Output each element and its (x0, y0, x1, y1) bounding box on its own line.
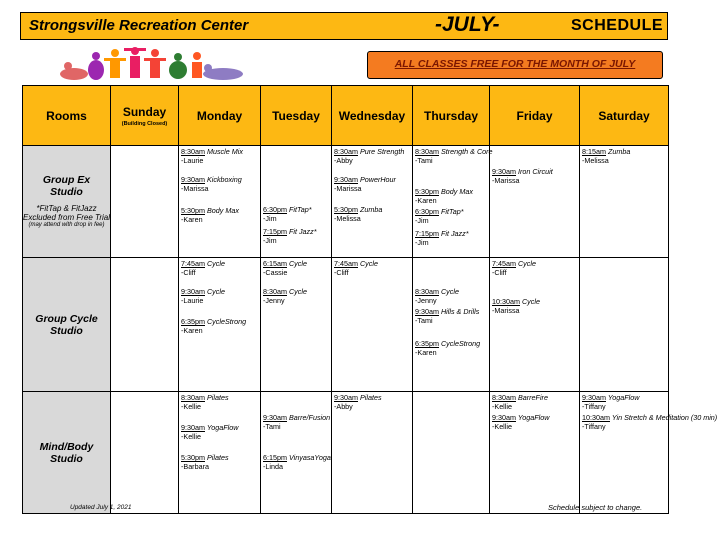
class-time: 6:30pm (415, 207, 439, 216)
col-header-tuesday: Tuesday (261, 86, 332, 146)
class-time: 7:15pm (415, 229, 439, 238)
class-time: 8:30am (415, 147, 439, 156)
class-time: 5:30pm (334, 205, 358, 214)
cell-cy-wed (332, 258, 413, 392)
class-time: 6:15pm (263, 453, 287, 462)
col-header-thursday: Thursday (413, 86, 490, 146)
class-entry (415, 308, 479, 325)
class-instructor: -Barbara (181, 461, 209, 471)
class-entry (181, 424, 238, 441)
room-group-ex: Group Ex Studio *FitTap & FitJazz Excluded from Free Trial (may attend with drop in fee) (23, 146, 111, 258)
class-time: 10:30am (582, 413, 610, 422)
class-time: 5:30pm (415, 187, 439, 196)
class-name: Body Max (438, 187, 473, 196)
class-instructor: -Kellie (492, 401, 512, 411)
class-time: 9:30am (415, 307, 439, 316)
cell-mb-tue (261, 392, 332, 514)
class-time: 7:45am (334, 259, 358, 268)
class-instructor: -Marissa (492, 305, 520, 315)
class-time: 8:30am (415, 287, 439, 296)
month-title: -JULY- (435, 13, 500, 36)
cell-ex-sat (580, 146, 669, 258)
title-bar (20, 12, 668, 40)
class-instructor: -Tami (415, 155, 433, 165)
class-name: BarreFire (515, 393, 548, 402)
class-name: Pilates (204, 453, 229, 462)
class-name: Pilates (357, 393, 382, 402)
room-mind-body: Mind/Body Studio (23, 392, 111, 514)
cell-cy-sun (111, 258, 179, 392)
class-name: Cycle (519, 297, 540, 306)
class-time: 7:45am (492, 259, 516, 268)
class-instructor: -Cliff (334, 267, 349, 277)
class-name: Fit Jazz* (438, 229, 469, 238)
class-name: YogaFlow (204, 423, 239, 432)
cell-mb-sun (111, 392, 179, 514)
class-time: 9:30am (492, 167, 516, 176)
cell-mb-fri (490, 392, 580, 514)
class-instructor: -Kellie (181, 401, 201, 411)
class-entry (415, 230, 469, 247)
class-name: Cycle (204, 287, 225, 296)
class-time: 10:30am (492, 297, 520, 306)
exercise-figures-logo (58, 44, 248, 82)
class-instructor: -Karen (181, 214, 203, 224)
class-time: 8:15am (582, 147, 606, 156)
class-name: YogaFlow (605, 393, 640, 402)
class-time: 5:30pm (181, 453, 205, 462)
cell-mb-thu (413, 392, 490, 514)
class-instructor: -Jim (415, 215, 429, 225)
class-instructor: -Jim (263, 213, 277, 223)
class-name: Zumba (605, 147, 631, 156)
class-entry (334, 148, 404, 165)
class-name: FitTap* (286, 205, 312, 214)
center-name: Strongsville Recreation Center (29, 17, 249, 34)
cell-ex-tue (261, 146, 332, 258)
subject-note: Schedule subject to change. (548, 503, 643, 512)
class-entry (415, 340, 480, 357)
class-name: CycleStrong (438, 339, 481, 348)
class-entry (334, 206, 382, 223)
class-time: 8:30am (181, 393, 205, 402)
class-entry (492, 298, 540, 315)
class-name: PowerHour (357, 175, 396, 184)
class-entry (334, 394, 382, 411)
class-duration: (30 min) (688, 413, 717, 422)
class-entry (263, 260, 307, 277)
class-instructor: -Melissa (334, 213, 361, 223)
cell-cy-mon (179, 258, 261, 392)
class-time: 6:35pm (181, 317, 205, 326)
class-entry (334, 176, 396, 193)
class-time: 8:30am (181, 147, 205, 156)
class-name: CycleStrong (204, 317, 247, 326)
class-name: Cycle (438, 287, 459, 296)
class-instructor: -Abby (334, 401, 353, 411)
col-header-wednesday: Wednesday (332, 86, 413, 146)
class-name: Cycle (204, 259, 225, 268)
cell-mb-mon (179, 392, 261, 514)
class-entry (181, 207, 239, 224)
class-instructor: -Jim (415, 237, 429, 247)
class-name: Iron Circuit (515, 167, 553, 176)
class-time: 9:30am (582, 393, 606, 402)
class-time: 9:30am (181, 423, 205, 432)
class-name: Barre/Fusion (286, 413, 331, 422)
class-time: 7:15pm (263, 227, 287, 236)
class-entry (263, 454, 331, 471)
class-entry (181, 318, 246, 335)
class-instructor: -Jenny (415, 295, 437, 305)
class-name: Fit Jazz* (286, 227, 317, 236)
cell-ex-fri (490, 146, 580, 258)
class-time: 9:30am (181, 175, 205, 184)
class-entry (415, 148, 493, 165)
free-classes-banner: ALL CLASSES FREE FOR THE MONTH OF JULY (367, 51, 663, 79)
class-entry (415, 288, 459, 305)
class-entry (263, 206, 312, 223)
class-instructor: -Kellie (181, 431, 201, 441)
class-instructor: -Jim (263, 235, 277, 245)
cell-mb-sat (580, 392, 717, 514)
class-instructor: -Laurie (181, 155, 204, 165)
class-time: 6:35pm (415, 339, 439, 348)
class-name: YogaFlow (515, 413, 550, 422)
col-header-friday: Friday (490, 86, 580, 146)
class-instructor: -Abby (334, 155, 353, 165)
col-header-monday: Monday (179, 86, 261, 146)
class-instructor: -Karen (415, 195, 437, 205)
cell-ex-wed (332, 146, 413, 258)
class-time: 9:30am (334, 393, 358, 402)
class-entry (263, 288, 307, 305)
schedule-title: SCHEDULE (571, 17, 664, 34)
class-entry (492, 414, 549, 431)
class-instructor: -Tiffany (582, 421, 606, 431)
class-entry (181, 288, 225, 305)
class-name: Cycle (286, 287, 307, 296)
room-note-2: (may attend with drop in fee) (28, 222, 105, 228)
class-time: 9:30am (263, 413, 287, 422)
class-instructor: -Marissa (334, 183, 362, 193)
class-time: 8:30am (492, 393, 516, 402)
class-entry (415, 208, 464, 225)
class-name: Pure Strength (357, 147, 405, 156)
sunday-closed-note: (Building Closed) (121, 120, 168, 127)
class-name: Cycle (286, 259, 307, 268)
class-instructor: -Tami (415, 315, 433, 325)
cell-cy-sat (580, 258, 669, 392)
class-time: 9:30am (181, 287, 205, 296)
class-entry (582, 394, 639, 411)
class-time: 7:45am (181, 259, 205, 268)
class-entry (415, 188, 473, 205)
cell-cy-tue (261, 258, 332, 392)
class-time: 9:30am (492, 413, 516, 422)
cell-mb-wed (332, 392, 413, 514)
class-instructor: -Cassie (263, 267, 288, 277)
class-entry (181, 394, 229, 411)
class-name: Pilates (204, 393, 229, 402)
class-entry (181, 260, 225, 277)
class-time: 6:30pm (263, 205, 287, 214)
class-instructor: -Karen (181, 325, 203, 335)
class-name: Yin Stretch & Meditation (609, 413, 689, 422)
class-entry (181, 176, 242, 193)
class-name: FitTap* (438, 207, 464, 216)
class-instructor: -Tiffany (582, 401, 606, 411)
cell-cy-fri (490, 258, 580, 392)
class-instructor: -Laurie (181, 295, 204, 305)
class-entry (492, 168, 553, 185)
class-name: Muscle Mix (204, 147, 243, 156)
class-name: Strength & Core (438, 147, 493, 156)
class-instructor: -Kellie (492, 421, 512, 431)
cell-cy-thu (413, 258, 490, 392)
class-instructor: -Melissa (582, 155, 609, 165)
updated-note: Updated July 1, 2021 (70, 504, 132, 511)
class-name: Cycle (515, 259, 536, 268)
class-entry (582, 414, 717, 431)
class-instructor: -Marissa (492, 175, 520, 185)
col-header-saturday: Saturday (580, 86, 669, 146)
schedule-table (22, 85, 717, 514)
class-name: VinyasaYoga (286, 453, 331, 462)
class-instructor: -Karen (415, 347, 437, 357)
class-entry (263, 228, 317, 245)
cell-ex-mon (179, 146, 261, 258)
class-entry (492, 260, 536, 277)
class-instructor: -Linda (263, 461, 283, 471)
class-instructor: -Cliff (181, 267, 196, 277)
class-time: 9:30am (334, 175, 358, 184)
col-header-sunday: Sunday (Building Closed) (111, 86, 179, 146)
class-entry (334, 260, 378, 277)
class-entry (582, 148, 630, 165)
class-name: Kickboxing (204, 175, 242, 184)
class-name: Body Max (204, 206, 239, 215)
class-name: Hills & Drills (438, 307, 480, 316)
class-entry (181, 454, 229, 471)
room-group-cycle: Group Cycle Studio (23, 258, 111, 392)
cell-ex-sun (111, 146, 179, 258)
class-time: 6:15am (263, 259, 287, 268)
class-time: 8:30am (334, 147, 358, 156)
class-instructor: -Cliff (492, 267, 507, 277)
class-time: 5:30pm (181, 206, 205, 215)
class-name: Zumba (357, 205, 383, 214)
class-entry (263, 414, 330, 431)
class-name: Cycle (357, 259, 378, 268)
cell-ex-thu (413, 146, 493, 258)
room-note: *FitTap & FitJazz Excluded from Free Trial (23, 204, 110, 222)
class-instructor: -Marissa (181, 183, 209, 193)
col-header-rooms: Rooms (23, 86, 111, 146)
class-entry (492, 394, 548, 411)
class-time: 8:30am (263, 287, 287, 296)
class-instructor: -Tami (263, 421, 281, 431)
class-instructor: -Jenny (263, 295, 285, 305)
class-entry (181, 148, 243, 165)
